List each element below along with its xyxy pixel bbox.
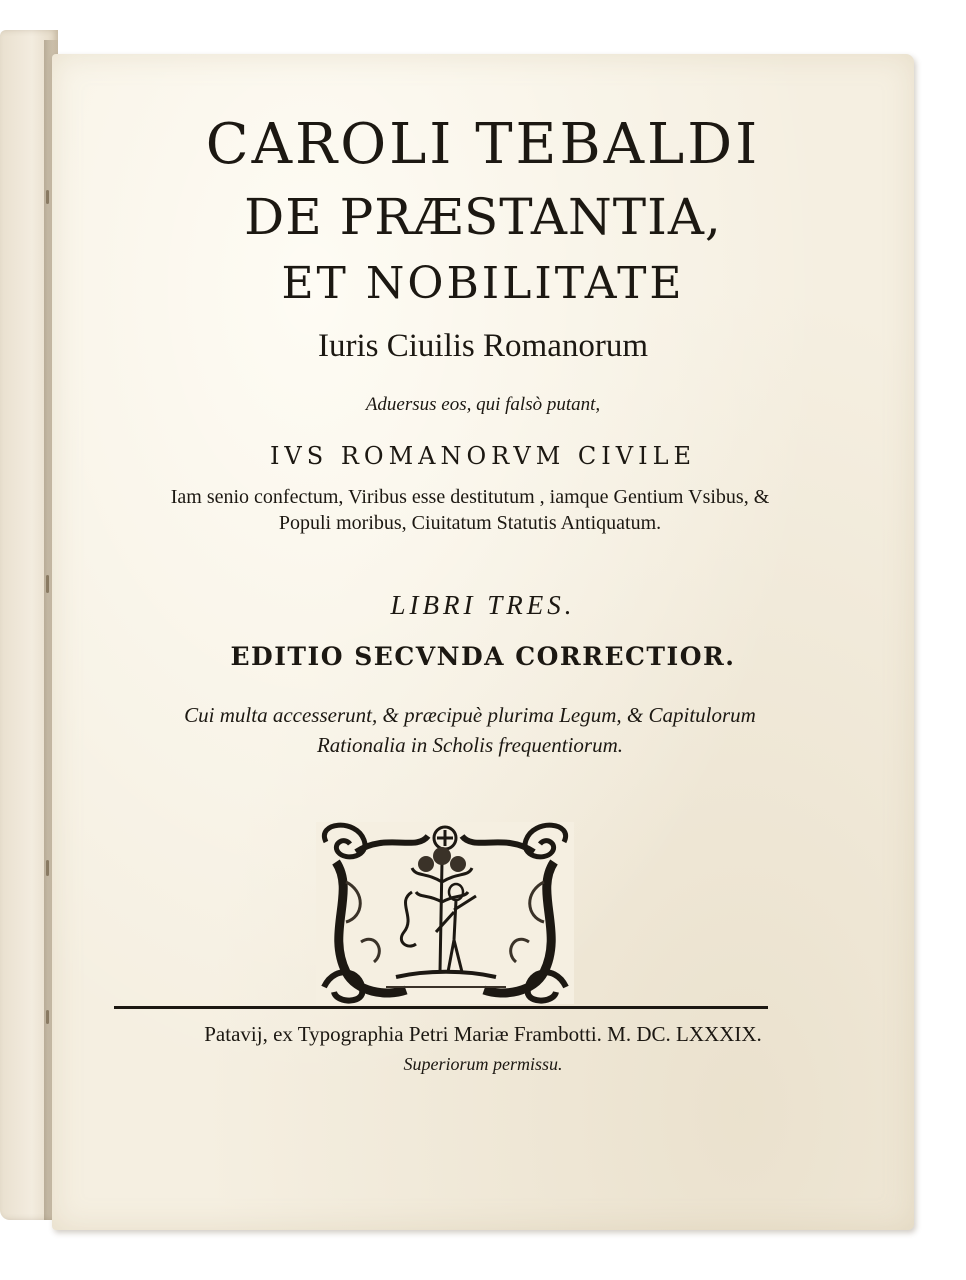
subject-heading: IVS ROMANORVM CIVILE xyxy=(269,442,697,470)
binding-stitch xyxy=(46,575,49,593)
permission-line: Superiorum permissu. xyxy=(403,1054,563,1074)
binding-stitch xyxy=(46,190,49,204)
subtitle-line: Aduersus eos, qui falsò putant, xyxy=(365,394,601,415)
binding-stitch xyxy=(46,1010,49,1024)
title-line-3: Iuris Ciuilis Romanorum xyxy=(318,328,648,364)
imprint-line: Patavij, ex Typographia Petri Mariæ Frambotti. M. DC. LXXXIX. xyxy=(204,1022,762,1046)
binding-stitch xyxy=(46,860,49,876)
author-line: CAROLI TEBALDI xyxy=(205,112,761,177)
title-line-2: ET NOBILITATE xyxy=(281,258,685,309)
horizontal-rule xyxy=(114,1006,768,1009)
title-line-1: DE PRÆSTANTIA, xyxy=(244,188,722,246)
printers-device-woodcut xyxy=(316,822,574,1004)
edition-statement: EDITIO SECVNDA CORRECTIOR. xyxy=(230,642,736,671)
books-count: LIBRI TRES. xyxy=(390,590,576,620)
description-paragraph: Iam senio confectum, Viribus esse destitutum , iamque Gentium Vsibus, & Populi moribus, Ciuitatum Statutis Antiquatum. xyxy=(170,486,770,534)
additions-paragraph: Cui multa accesserunt, & præcipuè plurima Legum, & Capitulorum Rationalia in Scholis frequentiorum. xyxy=(184,703,756,757)
